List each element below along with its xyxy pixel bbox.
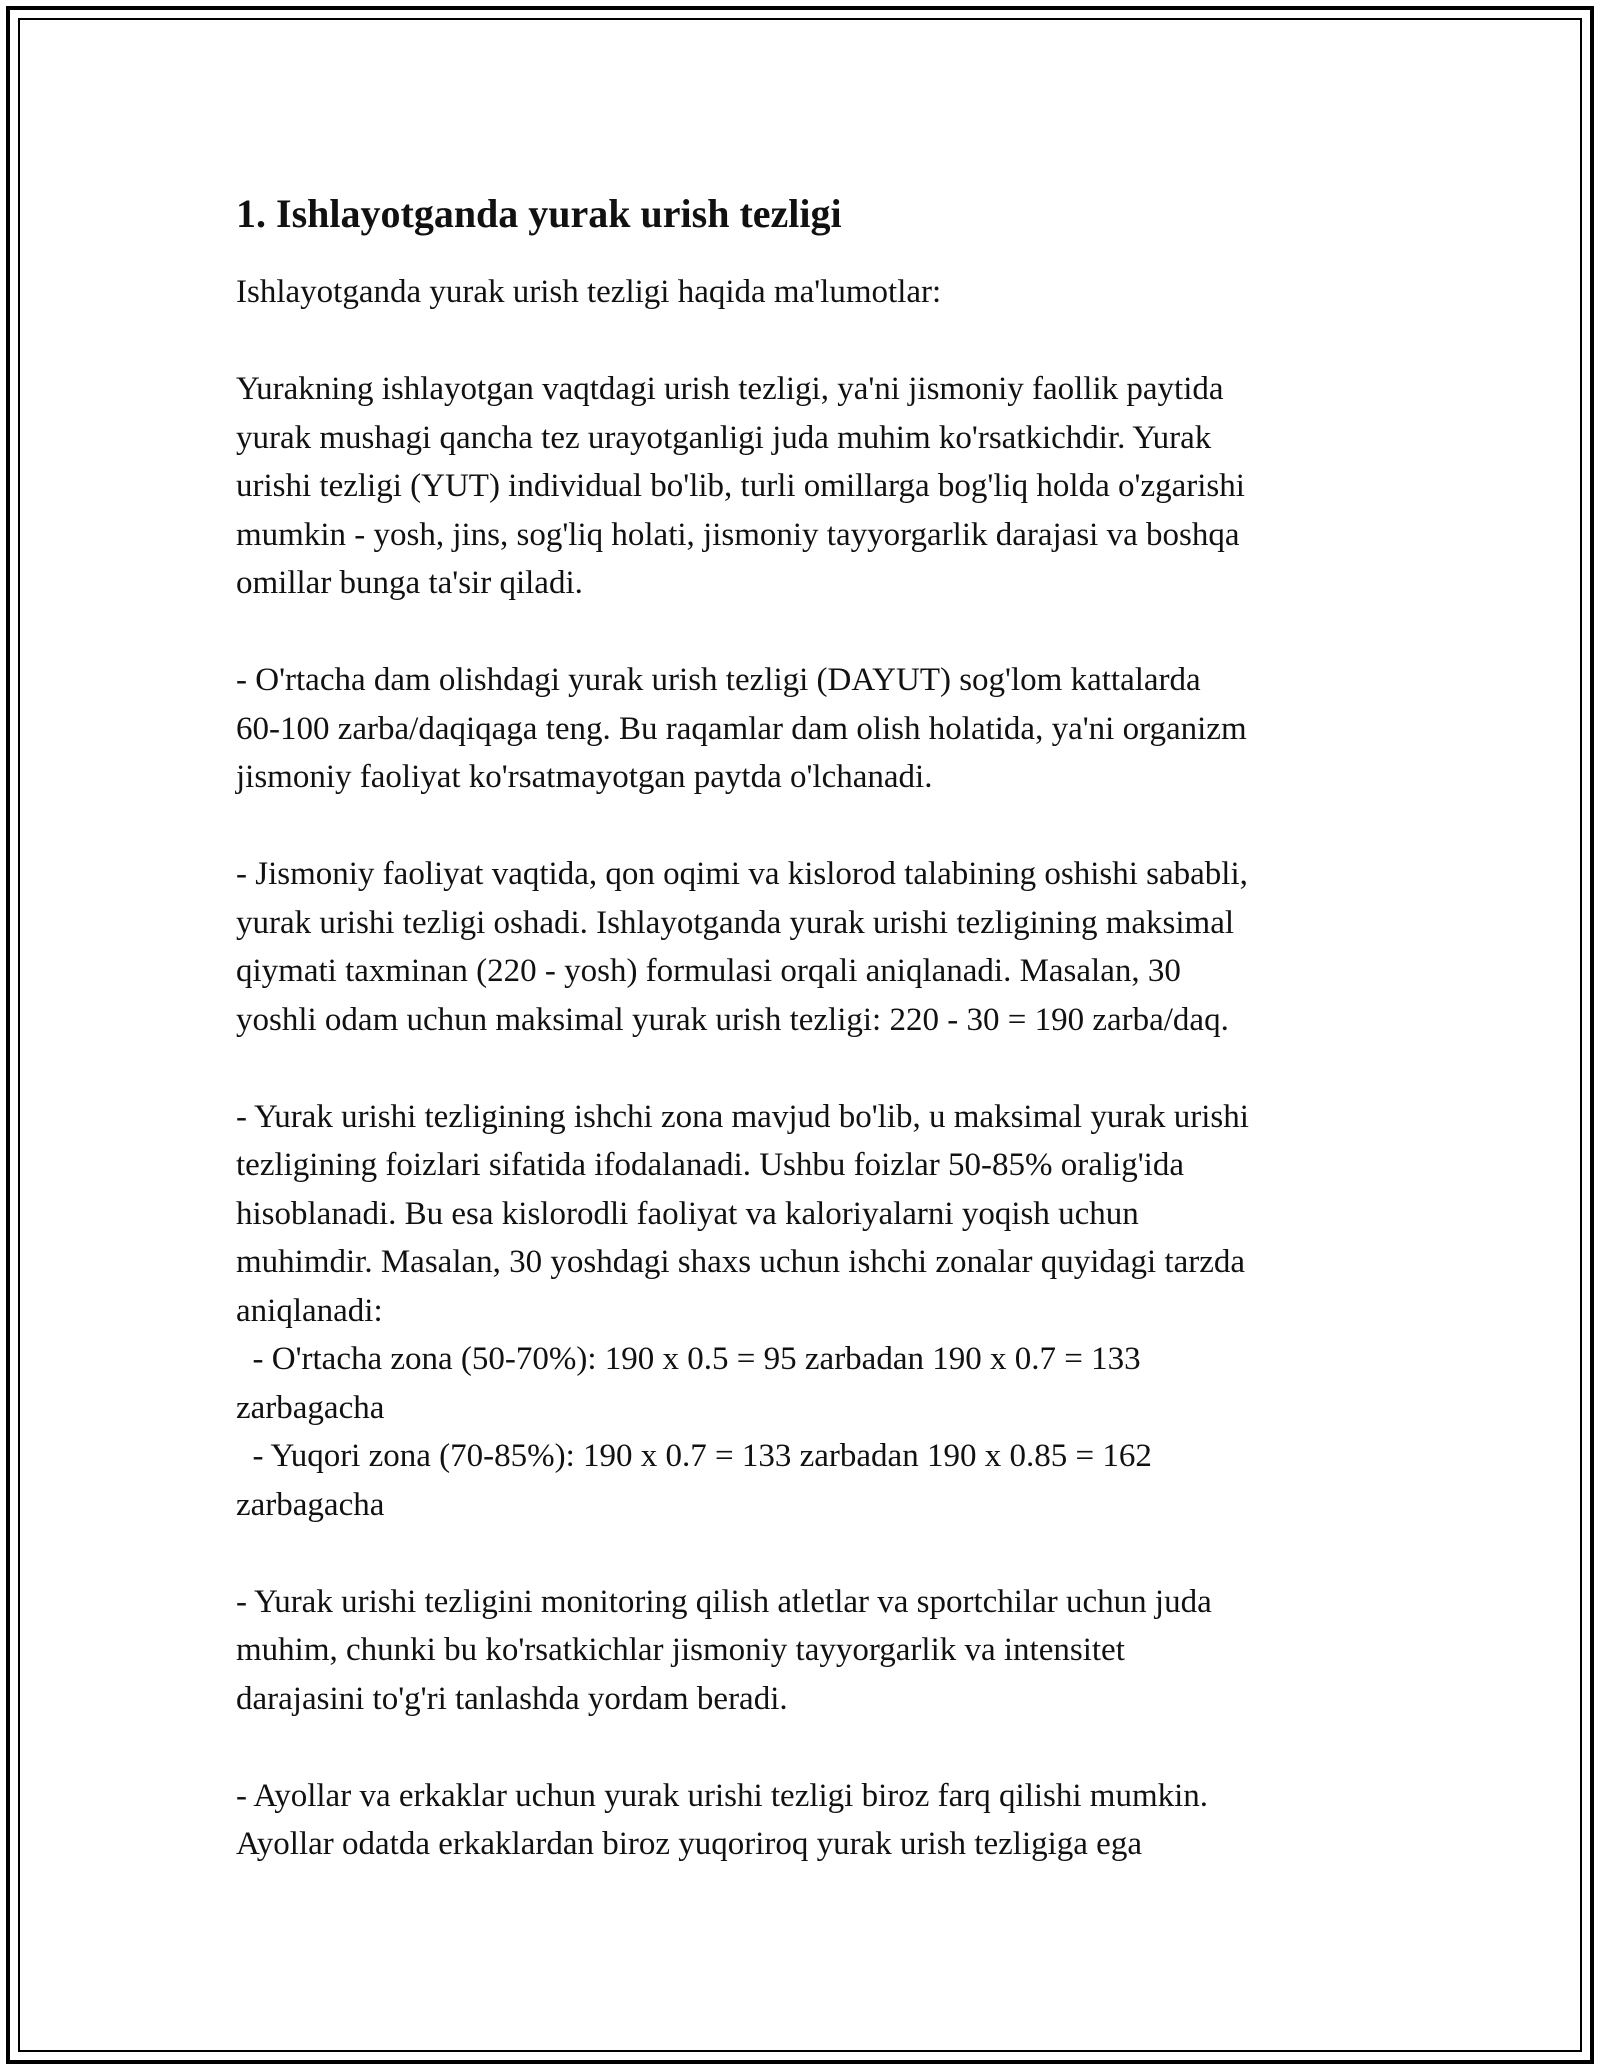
blank-line [236, 802, 1376, 851]
text-line: yoshli odam uchun maksimal yurak urish tezligi: 220 - 30 = 190 zarba/daq. [236, 1001, 1229, 1038]
text-line: - Yurak urishi tezligining ishchi zona mavjud bo'lib, u maksimal yurak urishi [236, 1098, 1249, 1135]
text-line: urishi tezligi (YUT) individual bo'lib, turli omillarga bog'liq holda o'zgarishi [236, 468, 1245, 504]
text-line: - O'rtacha dam olishdagi yurak urish tezligi (DAYUT) sog'lom kattalarda [236, 662, 1201, 698]
text-line: tezligining foizlari sifatida ifodalanadi. Ushbu foizlar 50-85% oralig'ida [236, 1147, 1184, 1183]
text-line: yurak mushagi qancha tez urayotganligi juda muhim ko'rsatkichdir. Yurak [236, 419, 1212, 456]
text-line: qiymati taxminan (220 - yosh) formulasi orqali aniqlanadi. Masalan, 30 [236, 953, 1181, 989]
text-line: jismoniy faoliyat ko'rsatmayotgan paytda o'lchanadi. [236, 759, 933, 795]
text-line: - Yurak urishi tezligini monitoring qilish atletlar va sportchilar uchun juda [236, 1583, 1212, 1620]
text-line: hisoblanadi. Bu esa kislorodli faoliyat va kaloriyalarni yoqish uchun [236, 1195, 1139, 1232]
document-body [236, 186, 1376, 1869]
text-line: yurak urishi tezligi oshadi. Ishlayotganda yurak urishi tezligining maksimal [236, 904, 1235, 941]
blank-line [236, 608, 1376, 657]
text-line: Ayollar odatda erkaklardan biroz yuqoriroq yurak urish tezligiga ega [236, 1826, 1142, 1862]
text-line: 60-100 zarba/daqiqaga teng. Bu raqamlar dam olish holatida, ya'ni organizm [236, 710, 1247, 747]
text-lines [236, 268, 1376, 1869]
text-line: mumkin - yosh, jins, sog'liq holati, jismoniy tayyorgarlik darajasi va boshqa [236, 516, 1240, 553]
blank-line [236, 1044, 1376, 1093]
text-line: - Yuqori zona (70-85%): 190 x 0.7 = 133 zarbadan 190 x 0.85 = 162 [236, 1438, 1152, 1474]
text-line: aniqlanadi: [236, 1292, 383, 1329]
text-line: zarbagacha [236, 1486, 385, 1523]
text-line: Ishlayotganda yurak urish tezligi haqida ma'lumotlar: [236, 274, 942, 310]
text-line: zarbagacha [236, 1389, 385, 1426]
text-line: omillar bunga ta'sir qiladi. [236, 565, 583, 601]
text-line: Yurakning ishlayotgan vaqtdagi urish tezligi, ya'ni jismoniy faollik paytida [236, 371, 1224, 407]
document-heading: 1. Ishlayotganda yurak urish tezligi [236, 191, 842, 236]
text-line: muhim, chunki bu ko'rsatkichlar jismoniy tayyorgarlik va intensitet [236, 1632, 1125, 1668]
text-line: - O'rtacha zona (50-70%): 190 x 0.5 = 95 zarbadan 190 x 0.7 = 133 [236, 1341, 1141, 1377]
blank-line [236, 1529, 1376, 1578]
text-line: - Jismoniy faoliyat vaqtida, qon oqimi va kislorod talabining oshishi sababli, [236, 856, 1248, 892]
blank-line [236, 317, 1376, 366]
text-line: darajasini to'g'ri tanlashda yordam beradi. [236, 1680, 788, 1717]
text-line: muhimdir. Masalan, 30 yoshdagi shaxs uchun ishchi zonalar quyidagi tarzda [236, 1244, 1246, 1280]
blank-line [236, 1723, 1376, 1772]
text-line: - Ayollar va erkaklar uchun yurak urishi tezligi biroz farq qilishi mumkin. [236, 1777, 1209, 1814]
